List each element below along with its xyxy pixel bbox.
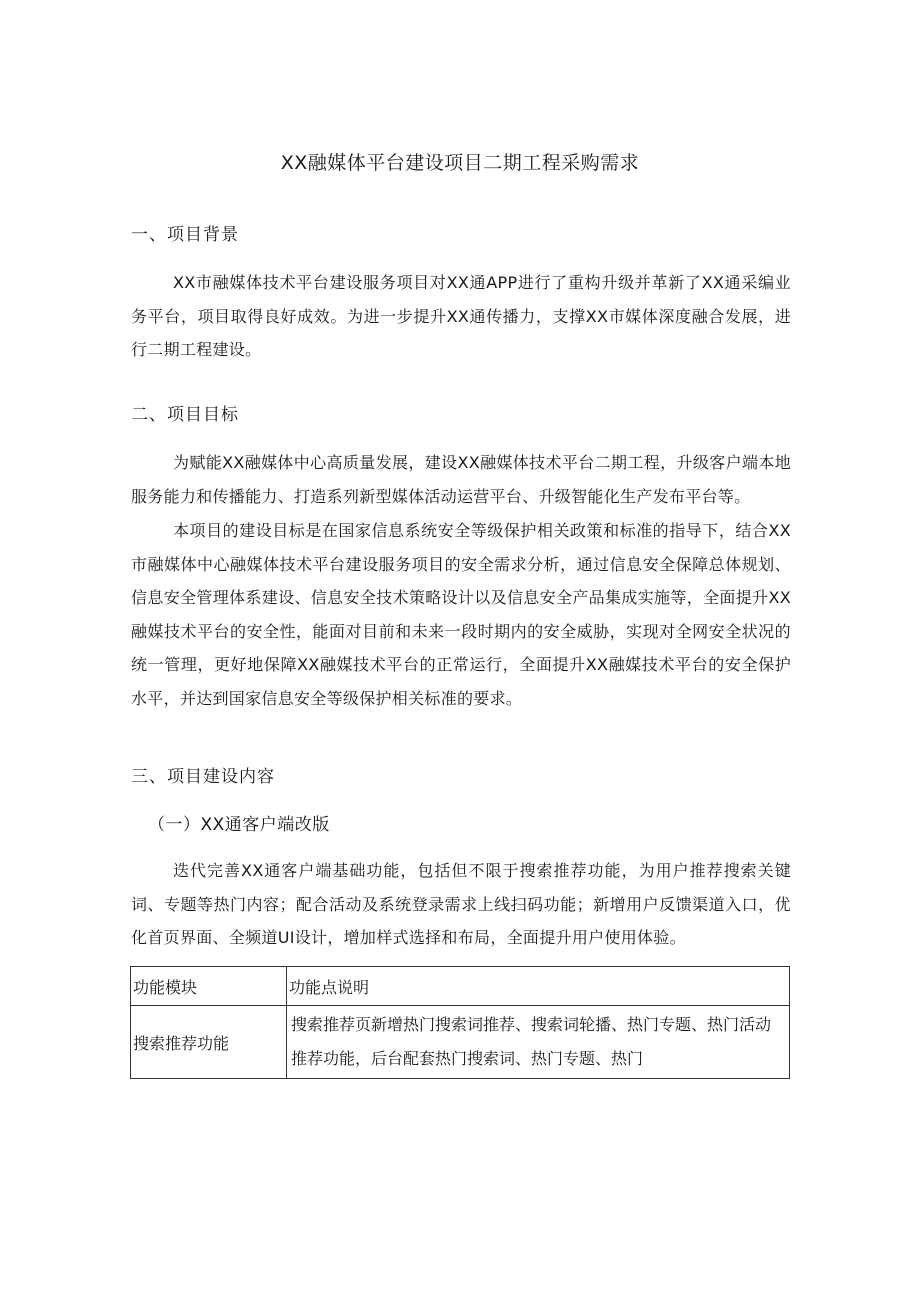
table-cell-module: 搜索推荐功能	[131, 1006, 287, 1079]
paragraph-goals-1: 为赋能XX融媒体中心高质量发展，建设XX融媒体技术平台二期工程，升级客户端本地服务能力和传播能力、打造系列新型媒体活动运营平台、升级智能化生产发布平台等。	[131, 453, 791, 506]
paragraph-background: XX市融媒体技术平台建设服务项目对XX通APP进行了重构升级并革新了XX通采编业务平台，项目取得良好成效。为进一步提升XX通传播力，支撑XX市媒体深度融合发展，进行二期工程建设。	[131, 273, 791, 360]
section-heading-content: 三、项目建设内容	[131, 767, 275, 787]
table-cell-description: 搜索推荐页新增热门搜索词推荐、搜索词轮播、热门专题、热门活动推荐功能，后台配套热门搜索词、热门专题、热门	[287, 1006, 790, 1079]
table-header-module: 功能模块	[131, 967, 287, 1006]
subsection-heading-app-revision: （一）XX通客户端改版	[148, 815, 330, 835]
table-header-description: 功能点说明	[287, 967, 790, 1006]
paragraph-app-revision: 迭代完善XX通客户端基础功能，包括但不限于搜索推荐功能，为用户推荐搜索关键词、专题等热门内容；配合活动及系统登录需求上线扫码功能；新增用户反馈渠道入口，优化首页界面、全频道UI设计，增加样式选择和布局，全面提升用户使用体验。	[131, 861, 791, 948]
table-row	[131, 1006, 790, 1079]
function-table	[130, 966, 790, 1079]
section-heading-goals: 二、项目目标	[131, 405, 239, 425]
section-heading-background: 一、项目背景	[131, 225, 239, 245]
document-title: XX融媒体平台建设项目二期工程采购需求	[280, 152, 640, 174]
table-header-row	[131, 967, 790, 1006]
paragraph-goals-2: 本项目的建设目标是在国家信息系统安全等级保护相关政策和标准的指导下，结合XX市融媒体中心融媒体技术平台建设服务项目的安全需求分析，通过信息安全保障总体规划、信息安全管理体系建设、信息安全技术策略设计以及信息安全产品集成实施等，全面提升XX融媒技术平台的安全性，能面对目前和未来一段时期内的安全威胁，实现对全网安全状况的统一管理，更好地保障XX融媒技术平台的正常运行，全面提升XX融媒技术平台的安全保护水平，并达到国家信息安全等级保护相关标准的要求。	[131, 521, 791, 708]
